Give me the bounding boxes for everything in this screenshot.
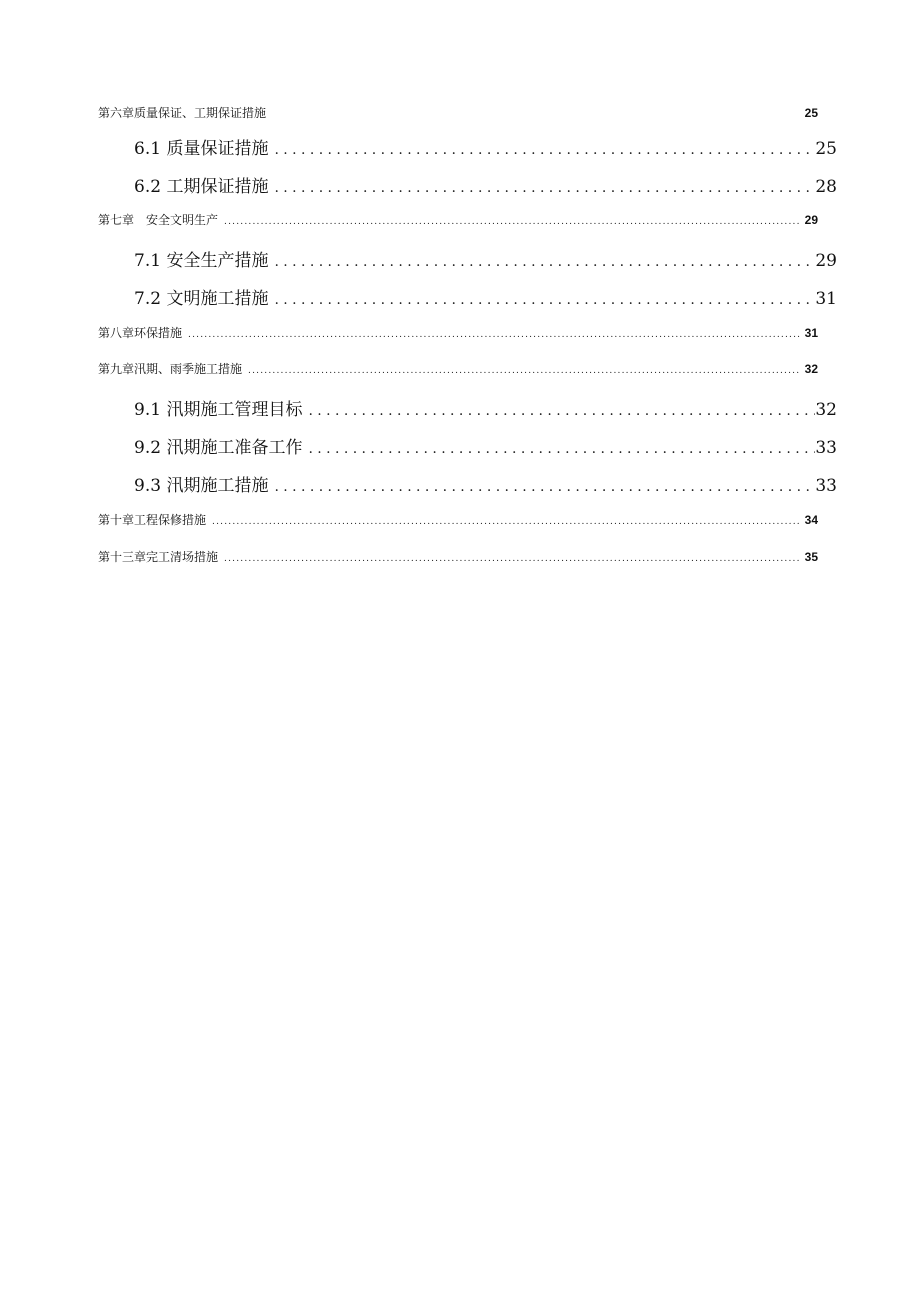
toc-entry-section-9-3[interactable]: [134, 473, 837, 499]
toc-entry-title: 7.2 文明施工措施: [134, 289, 269, 309]
dot-leader: [248, 362, 800, 380]
toc-entry-page: 31: [815, 289, 837, 309]
dot-leader: [308, 436, 815, 462]
dot-leader: [274, 474, 815, 500]
toc-entry-section-9-1[interactable]: [134, 397, 837, 423]
toc-entry-title: 7.1 安全生产措施: [134, 251, 269, 271]
toc-entry-chapter-6[interactable]: [98, 104, 818, 122]
toc-entry-chapter-8[interactable]: [98, 324, 818, 342]
dot-leader: [308, 398, 815, 424]
toc-entry-page: 32: [804, 362, 818, 376]
toc-entry-page: 29: [804, 213, 818, 227]
toc-entry-page: 34: [804, 513, 818, 527]
toc-entry-page: 33: [815, 438, 837, 458]
toc-entry-title: 6.1 质量保证措施: [134, 139, 269, 159]
toc-entry-title: 第六章质量保证、工期保证措施: [98, 106, 267, 120]
toc-entry-page: 25: [804, 106, 818, 120]
toc-entry-title: 第十章工程保修措施: [98, 513, 207, 527]
toc-entry-title: 9.1 汛期施工管理目标: [134, 400, 303, 420]
dot-leader: [274, 287, 815, 313]
toc-entry-chapter-7[interactable]: [98, 211, 818, 229]
toc-entry-page: 31: [804, 326, 818, 340]
toc-entry-page: 28: [815, 177, 837, 197]
dot-leader: [274, 175, 815, 201]
toc-entry-title: 9.3 汛期施工措施: [134, 476, 269, 496]
dot-leader: [224, 550, 800, 568]
dot-leader: [188, 326, 800, 344]
toc-entry-section-7-2[interactable]: [134, 286, 837, 312]
toc-entry-section-7-1[interactable]: [134, 248, 837, 274]
toc-entry-chapter-9[interactable]: [98, 360, 818, 378]
dot-leader: [274, 137, 815, 163]
dot-leader: [274, 249, 815, 275]
toc-entry-section-6-1[interactable]: [134, 136, 837, 162]
toc-entry-title: 第九章汛期、雨季施工措施: [98, 362, 243, 376]
toc-entry-title: 6.2 工期保证措施: [134, 177, 269, 197]
toc-entry-page: 33: [815, 476, 837, 496]
toc-entry-page: 32: [815, 400, 837, 420]
toc-entry-section-9-2[interactable]: [134, 435, 837, 461]
dot-leader: [224, 213, 800, 231]
toc-entry-chapter-10[interactable]: [98, 511, 818, 529]
toc-entry-title: 9.2 汛期施工准备工作: [134, 438, 303, 458]
toc-entry-page: 29: [815, 251, 837, 271]
toc-entry-title: 第七章 安全文明生产: [98, 213, 219, 227]
toc-entry-title: 第八章环保措施: [98, 326, 183, 340]
dot-leader: [212, 513, 800, 531]
toc-entry-section-6-2[interactable]: [134, 174, 837, 200]
toc-entry-page: 35: [804, 550, 818, 564]
toc-entry-page: 25: [815, 139, 837, 159]
toc-entry-title: 第十三章完工清场措施: [98, 550, 219, 564]
toc-entry-chapter-13[interactable]: [98, 548, 818, 566]
